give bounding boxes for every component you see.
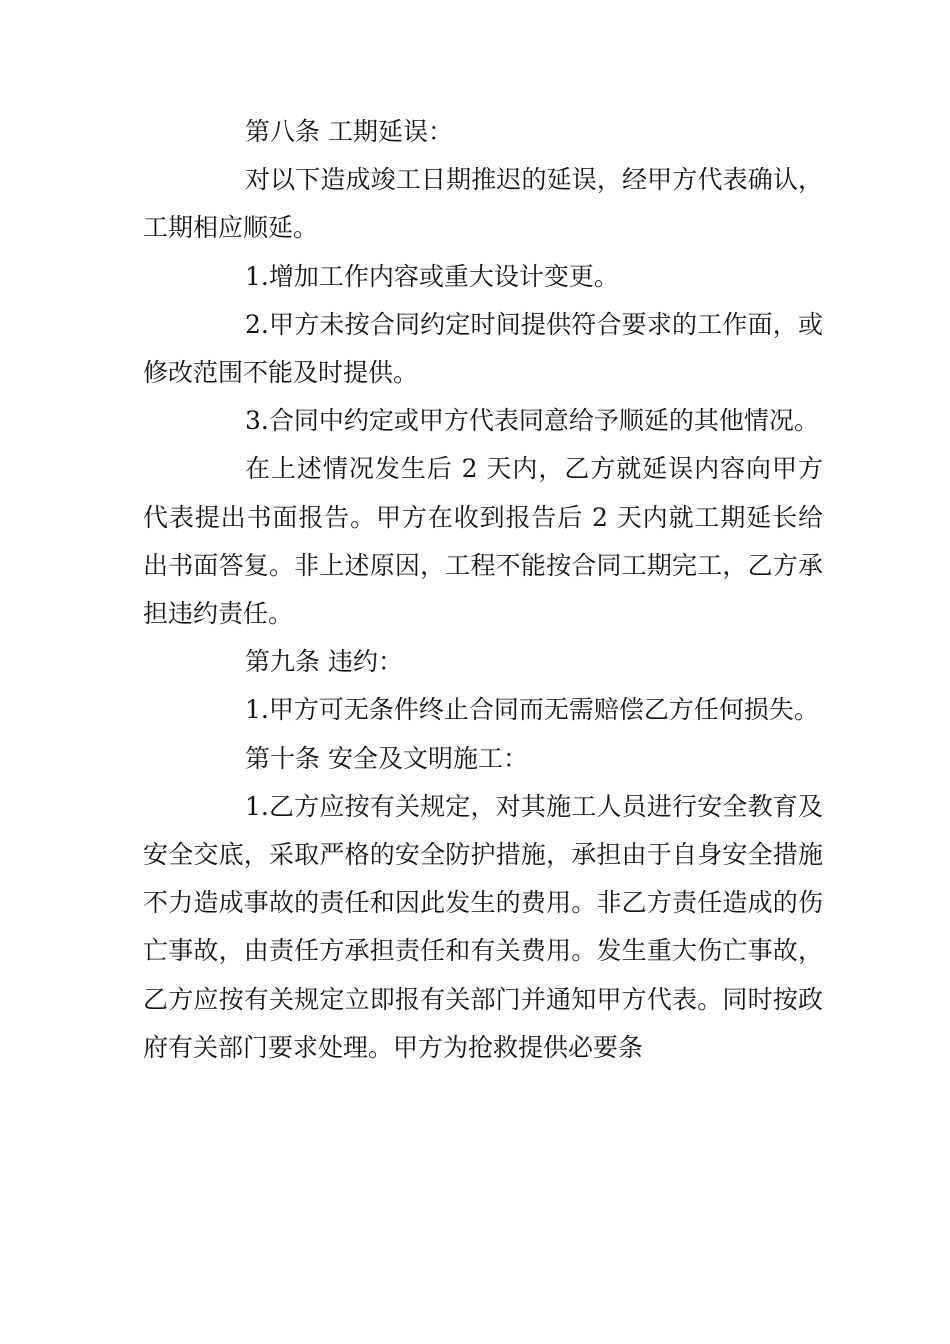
article-8-report-clause: 在上述情况发生后 2 天内，乙方就延误内容向甲方代表提出书面报告。甲方在收到报告后 2 天内就工期延长给出书面答复。非上述原因，工程不能按合同工期完工，乙方承担违约责任。	[143, 454, 823, 629]
article-10-heading: 第十条 安全及文明施工：	[245, 743, 528, 773]
article-8-item-3: 3.合同中约定或甲方代表同意给予顺延的其他情况。	[245, 406, 819, 436]
article-8-item-2: 2.甲方未按合同约定时间提供符合要求的工作面，或修改范围不能及时提供。	[143, 309, 823, 388]
article-8-intro: 对以下造成竣工日期推迟的延误，经甲方代表确认，工期相应顺延。	[143, 165, 823, 243]
document-body	[143, 108, 823, 1072]
article-9-heading: 第九条 违约：	[245, 647, 403, 677]
article-8-item-1: 1.增加工作内容或重大设计变更。	[245, 261, 619, 291]
article-8-heading: 第八条 工期延误：	[245, 117, 453, 146]
article-9-item-1: 1.甲方可无条件终止合同而无需赔偿乙方任何损失。	[245, 695, 819, 725]
article-10-item-1: 1.乙方应按有关规定，对其施工人员进行安全教育及安全交底，采取严格的安全防护措施，承担由于自身安全措施不力造成事故的责任和因此发生的费用。非乙方责任造成的伤亡事故，由责任方承担责任和有关费用。发生重大伤亡事故，乙方应按有关规定立即报有关部门并通知甲方代表。同时按政府有关部门要求处理。甲方为抢救提供必要条	[143, 791, 823, 1062]
